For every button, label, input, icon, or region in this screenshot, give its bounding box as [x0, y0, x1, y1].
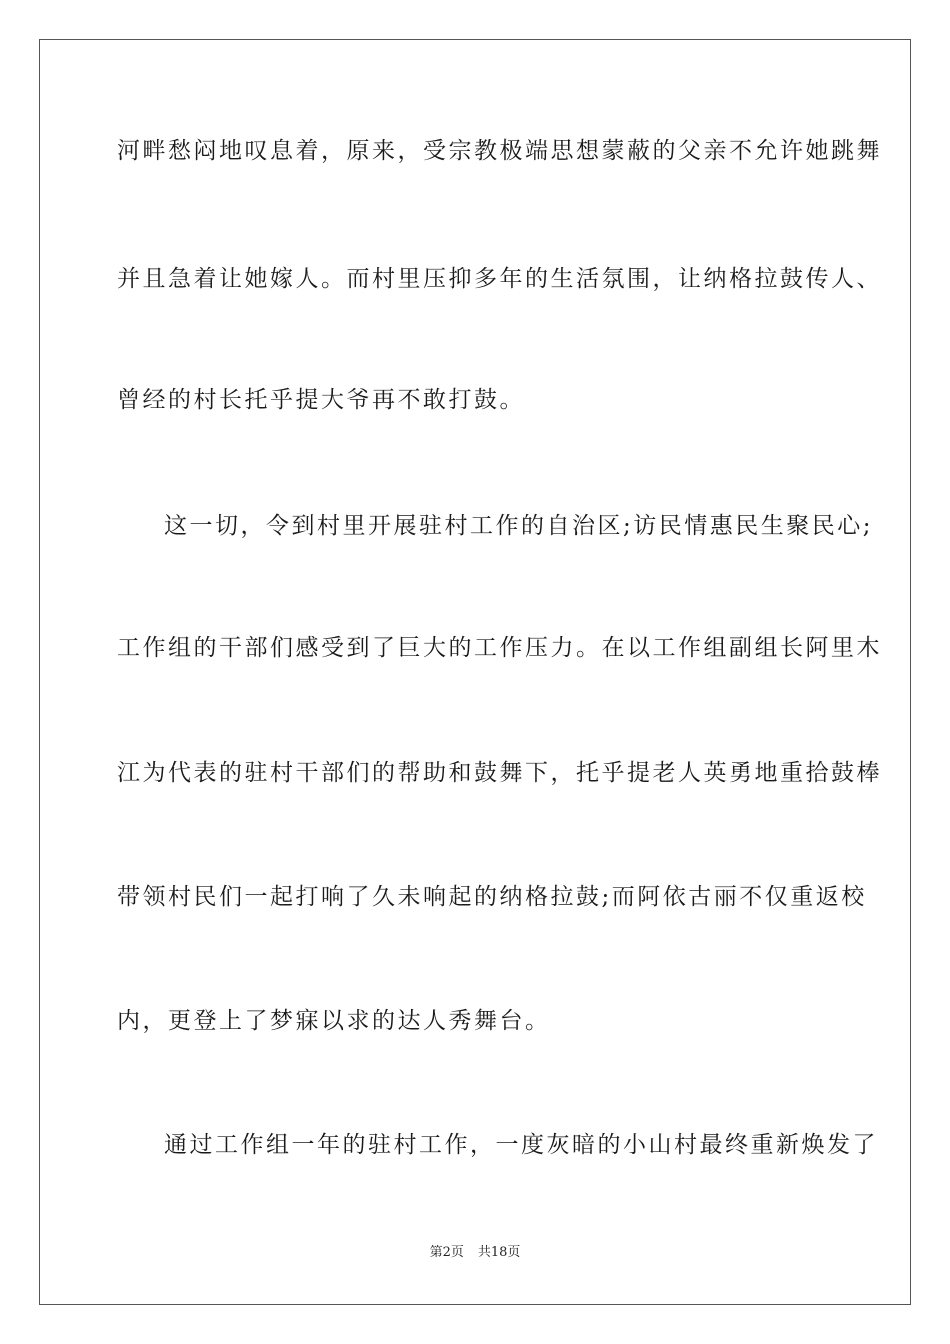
paragraph-line: 河畔愁闷地叹息着，原来，受宗教极端思想蒙蔽的父亲不允许她跳舞	[117, 138, 882, 164]
paragraph-line: 江为代表的驻村干部们的帮助和鼓舞下，托乎提老人英勇地重拾鼓棒	[117, 760, 882, 786]
paragraph-line: 内，更登上了梦寐以求的达人秀舞台。	[117, 1008, 551, 1034]
paragraph-line: 带领村民们一起打响了久未响起的纳格拉鼓;而阿依古丽不仅重返校	[117, 884, 867, 910]
page-border	[39, 39, 911, 1305]
paragraph-line: 曾经的村长托乎提大爷再不敢打鼓。	[117, 387, 525, 413]
paragraph-line: 通过工作组一年的驻村工作，一度灰暗的小山村最终重新焕发了	[164, 1132, 878, 1158]
paragraph-line: 并且急着让她嫁人。而村里压抑多年的生活氛围，让纳格拉鼓传人、	[117, 266, 882, 292]
page-number-total: 共18页	[477, 1245, 521, 1260]
page-number-current: 第2页	[429, 1245, 464, 1260]
page-footer	[0, 1244, 950, 1262]
paragraph-line: 工作组的干部们感受到了巨大的工作压力。在以工作组副组长阿里木	[117, 635, 882, 661]
paragraph-line: 这一切，令到村里开展驻村工作的自治区;访民情惠民生聚民心;	[164, 513, 873, 539]
